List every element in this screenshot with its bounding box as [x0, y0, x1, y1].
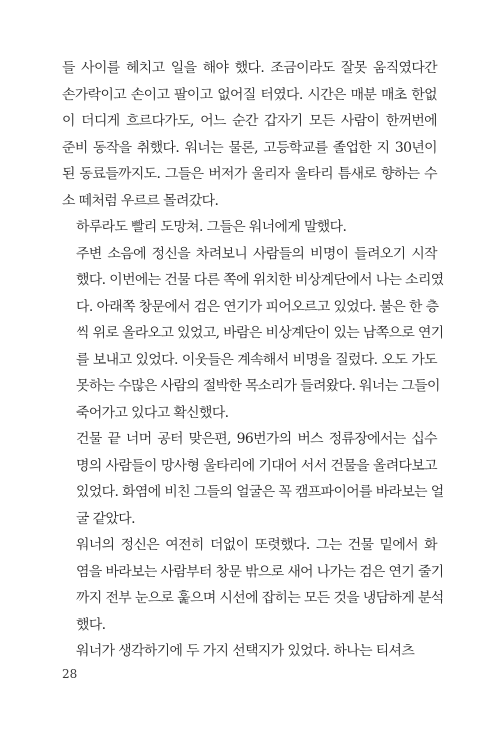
- text-line: 워너가 생각하기에 두 가지 선택지가 있었다. 하나는 티셔츠: [76, 643, 415, 659]
- text-line: 주변 소음에 정신을 차려보니 사람들의 비명이 들려오기 시작: [76, 245, 437, 262]
- paragraph: [62, 55, 437, 214]
- paragraph: [62, 214, 437, 241]
- text-line: 다. 아래쪽 창문에서 검은 연기가 피어오르고 있었다. 불은 한 층: [76, 298, 439, 315]
- paragraph: [62, 638, 437, 665]
- text-line: 손가락이고 손이고 팔이고 없어질 터였다. 시간은 매분 매초 한없: [62, 86, 437, 103]
- text-line: 준비 동작을 취했다. 워너는 물론, 고등학교를 졸업한 지 30년이: [62, 139, 437, 156]
- text-line: 명의 사람들이 망사형 울타리에 기대어 서서 건물을 올려다보고: [76, 457, 437, 474]
- text-line: 굴 같았다.: [76, 510, 135, 527]
- text-line: 를 보내고 있었다. 이웃들은 계속해서 비명을 질렀다. 오도 가도: [76, 351, 437, 368]
- text-line: 들 사이를 헤치고 일을 해야 했다. 조금이라도 잘못 움직였다간: [62, 60, 437, 76]
- paragraph: [62, 426, 444, 532]
- paragraph: [62, 532, 444, 638]
- paragraph: [62, 241, 444, 427]
- text-line: 못하는 수많은 사람의 절박한 목소리가 들려왔다. 워너는 그들이: [76, 378, 440, 394]
- page-number: 28: [62, 667, 78, 681]
- text-line: 건물 끝 너머 공터 맞은편, 96번가의 버스 정류장에서는 십수: [76, 431, 437, 447]
- text-line: 까지 전부 눈으로 훑으며 시선에 잡히는 모든 것을 냉담하게 분석: [76, 590, 444, 606]
- body-text: [62, 55, 444, 665]
- text-line: 된 동료들까지도. 그들은 버저가 울리자 울타리 틈새로 향하는 수: [62, 166, 437, 182]
- text-line: 하루라도 빨리 도망쳐. 그들은 워너에게 말했다.: [76, 219, 347, 235]
- text-line: 염을 바라보는 사람부터 창문 밖으로 새어 나가는 검은 연기 줄기: [76, 563, 444, 580]
- text-line: 했다.: [76, 616, 106, 633]
- text-line: 있었다. 화염에 비친 그들의 얼굴은 꼭 캠프파이어를 바라보는 얼: [76, 484, 444, 500]
- text-line: 이 더디게 흐르다가도, 어느 순간 갑자기 모든 사람이 한꺼번에: [62, 113, 437, 129]
- text-line: 소 떼처럼 우르르 몰려갔다.: [62, 192, 219, 209]
- text-line: 했다. 이번에는 건물 다른 쪽에 위치한 비상계단에서 나는 소리였: [76, 272, 444, 288]
- text-line: 씩 위로 올라오고 있었고, 바람은 비상계단이 있는 남쪽으로 연기: [76, 325, 444, 341]
- text-line: 워너의 정신은 여전히 더없이 또렷했다. 그는 건물 밑에서 화: [76, 537, 437, 553]
- text-line: 죽어가고 있다고 확신했다.: [76, 404, 229, 421]
